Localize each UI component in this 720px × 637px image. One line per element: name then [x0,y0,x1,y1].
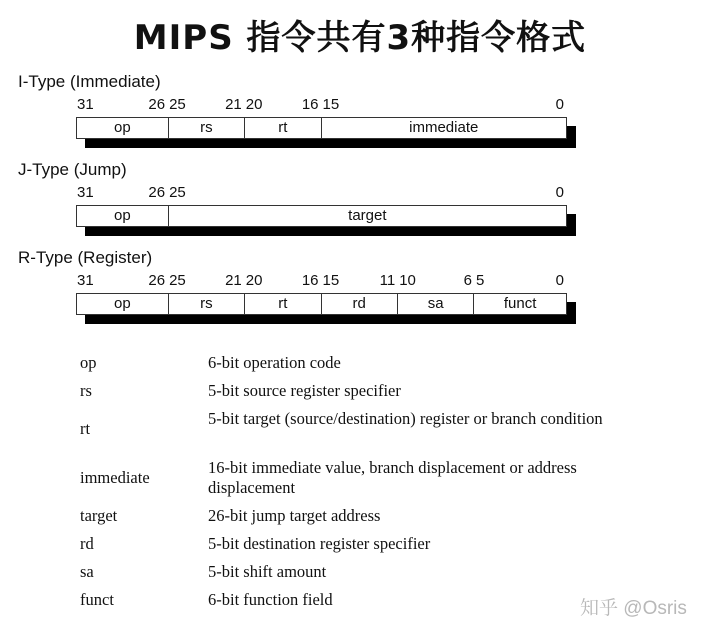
bit-number: 31 [77,184,94,201]
bit-number: 15 [322,96,340,113]
field-rt: rt [245,118,321,138]
bit-number: 15 [322,272,340,289]
bit-number: 0 [555,272,564,289]
field-op: op [77,206,169,226]
legend-field-name: immediate [80,468,150,487]
field-rd: rd [322,294,398,314]
field-funct: funct [503,295,537,312]
legend-field-description: 16-bit immediate value, branch displacement or address displacement [208,458,577,497]
bit-number: 31 [77,272,94,289]
legend-field-name: op [80,353,97,372]
bit-number: 0 [555,96,564,113]
slide-title: MIPS 指令共有3种指令格式 [133,18,587,58]
legend-field-description: 5-bit target (source/destination) register or branch condition [208,409,603,428]
legend-field-name: rt [80,419,91,438]
legend-field-description: 5-bit shift amount [208,562,327,581]
legend-field-name: sa [80,562,94,581]
bit-number: 11 [379,272,396,289]
legend-field-description: 5-bit destination register specifier [208,534,431,553]
legend-field-name: rd [80,534,94,553]
format-box [76,293,567,315]
watermark: 知乎 @Osris [580,598,687,619]
bit-number: 25 [169,96,186,113]
bit-number: 31 [77,96,94,113]
field-op: op [77,294,169,314]
bit-number: 5 [475,272,485,289]
field-rt: rt [245,294,321,314]
legend-field-description: 26-bit jump target address [208,506,381,525]
field-rs: rs [169,294,245,314]
format-heading: I-Type (Immediate) [18,72,161,91]
field-sa: sa [398,294,474,314]
format-heading: J-Type (Jump) [18,160,127,179]
bit-number: 0 [555,184,564,201]
bit-number: 26 [148,96,166,113]
field-op: op [77,118,169,138]
legend-field-description: 6-bit function field [208,590,333,609]
bit-number: 21 [225,96,242,113]
bit-number: 25 [169,272,186,289]
bit-number: 16 [301,96,319,113]
bit-number: 6 [463,272,472,289]
legend-field-name: rs [80,381,92,400]
bit-number: 16 [301,272,319,289]
bit-number: 26 [148,184,166,201]
format-heading: R-Type (Register) [18,248,153,267]
bit-number: 25 [169,184,186,201]
legend-field-description: 5-bit source register specifier [208,381,401,400]
field-rs: rs [169,118,245,138]
field-immediate: immediate [409,119,479,136]
bit-number: 20 [245,272,263,289]
legend-field-name: target [80,506,118,525]
field-target: target [348,207,387,224]
legend-field-description: 6-bit operation code [208,353,341,372]
bit-number: 21 [225,272,242,289]
bit-number: 10 [399,272,416,289]
format-box [76,205,567,227]
legend-field-name: funct [80,590,114,609]
bit-number: 20 [245,96,263,113]
format-box [76,117,567,139]
bit-number: 26 [148,272,166,289]
